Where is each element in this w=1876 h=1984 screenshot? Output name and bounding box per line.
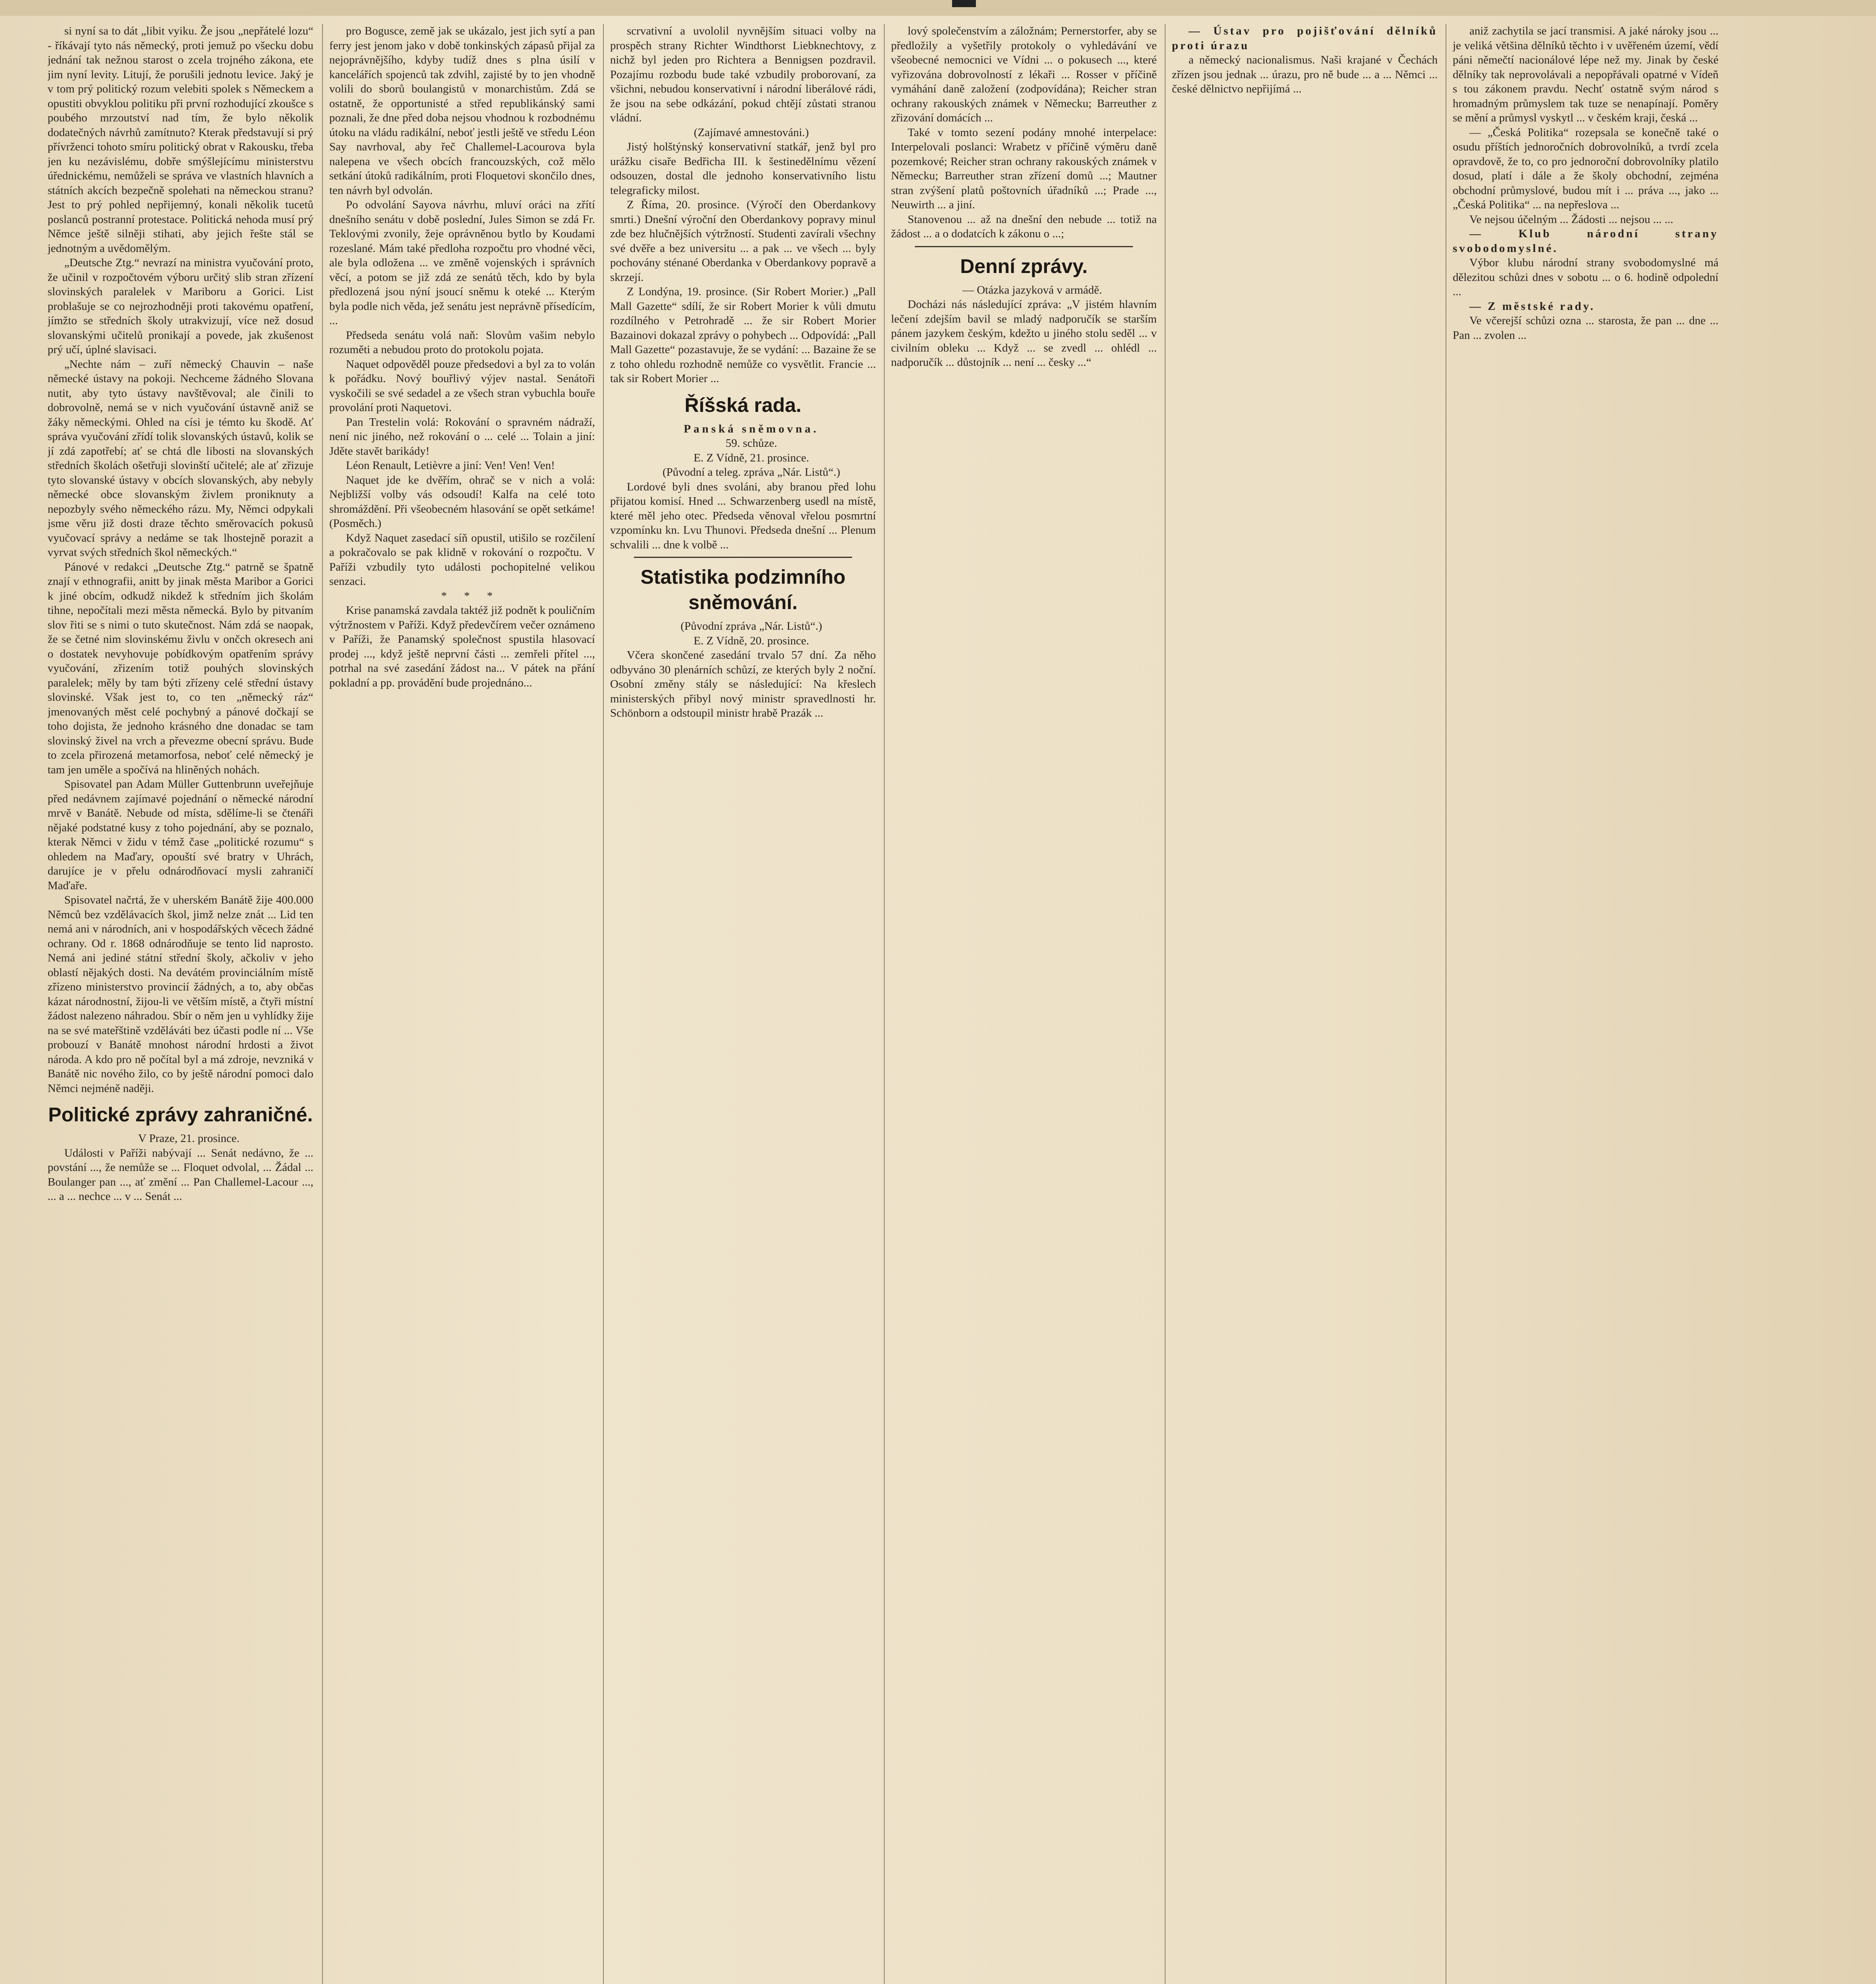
section-title-statistika: Statistika podzimního sněmování. [640, 566, 846, 613]
article-paragraph: pro Bogusce, země jak se ukázalo, jest jich sytí a pan ferry jest jenom jako v době tonkinských zápasů přijal za nejoprávnějšího, kdyby tudíž dnes s plna úsilí v kancelářích spojenců tak zdvihl, zajisté by to jen vhodně volili do sborů boulangistů v monarchistům. Zdá se ostatně, že opportunisté a střed republikánský sami poznali, že dne před doba nejsou vhodnou k rozbodnému útoku na vládu radikální, neboť jestli ještě ve středu Léon Say navrhoval, aby řeč Challemel-Lacourova byla nalepena ve všech obcích francouzských, což mělo setkání útoků radikálním, proti Floquetovi skončilo dnes, ten návrh byl odvolán. [329, 25, 595, 197]
article-paragraph: Naquet odpověděl pouze předsedovi a byl za to volán k pořádku. Nový bouřlivý výjev nastal. Senátoři vyskočili se své sedadel a ze všech stran vybuchla bouře provolání proti Naquetovi. [329, 358, 595, 414]
article-paragraph: si nyní sa to dát „libit vyiku. Že jsou „nepřátelé lozu“ - říkávají tyto nás německý, proti jemuž po všecku dobu jednání tak nežnou starost o zcela trojného zákona, ete jim nyní levity. Litují, že porušili jednotu levice. Jaký je v tom prý politický rozum velebiti spolek s Německem a opustiti obvyklou politiku při první rozhodující zkoušce s poubého mrzoutství nad tím, že bylo několik dodatečných návrhů zamítnuto? Kterak představují si prý přívrženci tohoto smíru politický obrat v Rakousku, třeba jen ku nezávislému, dobře smýšlejícímu ministerstvu úřednickému, nemůželi se správa ve vlastních hlavních a státních akcích bezpečně spolehati na německou stranu? Jest to prý pohled nepřijemný, konali několik tucetů poslanců postranní protestace. Politická nehoda musí prý Němce ještě silněji stihati, aby jejich řešte stál se jednotným a uvědomělým. [48, 25, 313, 255]
article-paragraph: Pan Trestelin volá: Rokování o spravném nádraží, není nic jiného, než rokování o ... celé ... Tolain a jiní: Jděte stavět barikády! [329, 415, 595, 458]
dateline: E. Z Vídně, 20. prosince. [693, 634, 809, 647]
column-1 [48, 24, 313, 1984]
source-note: (Původní a teleg. zpráva „Nár. Listů“.) [662, 466, 840, 479]
column-5 [1172, 24, 1438, 1984]
column-2 [329, 24, 595, 1984]
article-paragraph: Jistý holštýnský konservativní statkář, jenž byl pro urážku cisaře Bedřicha III. k šestinedělnímu vězení odsouzen, dostal dle jednoho konservativního listu telegraficky milost. [610, 140, 876, 197]
article-paragraph: Také v tomto sezení podány mnohé interpelace: Interpelovali poslanci: Wrabetz v příčině výměru daně pozemkové; Reicher stran ochrany rakouských známek v Německu; Barreuther stran zřízení domů ...; Mautner stran zvýšení platů poštovních úřadníků ...; Prade ..., Neuwirth ... a jiní. [891, 126, 1157, 211]
article-subheading: (Zajímavé amnestováni.) [694, 126, 809, 139]
column-rule [322, 24, 323, 1984]
article-paragraph: Když Naquet zasedací síň opustil, utišilo se rozčilení a pokračovalo se pak klidně v rokování o rozpočtu. V Paříži vzbudily tyto události pochopitelné velikou senzaci. [329, 531, 595, 588]
divider [634, 557, 852, 558]
section-title-denni: Denní zprávy. [960, 255, 1088, 277]
article-paragraph: Události v Paříži nabývají ... Senát nedávno, že ... povstání ..., že nemůže se ... Floquet odvolal, ... Žádal ... Boulanger pan ..., ať změní ... Pan Challemel-Lacour ..., ... a ... nechce ... v ... Senát ... [48, 1146, 313, 1203]
article-paragraph: Pánové v redakci „Deutsche Ztg.“ patrně se špatně znají v ethnografii, anitt by jinak města Maribor a Gorici k jiné obcím, odkudž nikdež k středním jich školám tihne, nepočítali mezi města německá. Bylo by pitvaním slov řiti se s nimi o tuto skutečnost. Nám zdá se naopak, že se četné nim slovinskému živlu v ončch okresech ani o dostatek nevyhovuje pobídkovým opatřením správy vyučování, zřizením totiž pouhých slovinských paralelek; měly by tam býti zřízeny celé střední ústavy slovinské. Však jest to, co ten „německý ráz“ jmenovaných měst celé pochybný a pánové dočkají se toho dojista, že jednoho krásného dne donadac se tam slovinský živel na vrch a převezme obecní správu. Bude to zcela přirozená metamorfosa, neboť celé německý je tam jen uměle a spočívá na hliněných nohách. [48, 560, 313, 776]
page-top-edge [0, 0, 1876, 16]
column-rule [1165, 24, 1166, 1984]
article-paragraph: Předseda senátu volá naň: Slovům vašim nebylo rozuměti a nebudou proto do protokolu pojata. [329, 329, 595, 356]
article-paragraph: Spisovatel načrtá, že v uherském Banátě žije 400.000 Němců bez vzdělávacích škol, jimž nelze znát ... Lid ten nemá ani v národních, ani v hospodářských věcech žádné ochrany. Od r. 1868 odnárodňuje se tento lid naprosto. Nemá ani jediné státní střední školy, ačkoliv v jeho oblastí nějakých dosti. Na devátém provinciálním místě zřízeno ministerstvo provincií žádných, a to, aby občas kázat národnostní, žijou-li ve větším místě, a čtyři místní žádost nalezeno náhradou. Sbír o něm jen u vyhlídky žije na se své mateřštině vzděláváti bez účasti podle ní ... Vše probouzí v Banátě mnohost národní hrdosti a život národa. A kdo pro ně počítal byl a má zdroje, nevzniká v Banátě nic nového žilo, co by ještě národní pomoci dalo Němci nejméně naději. [48, 894, 313, 1095]
article-paragraph: scrvativní a uvololil nyvnějším situaci volby na prospěch strany Richter Windthorst Liebknechtovy, z nichž byl jeden pro Richtera a Bennigsen pozdravil. Pozajímu rozbodu bude také vzbudily proborovaní, za všichni, nebudou konservativní i národní liberálové rádi, že jsou na sebe odkázání, pokud chtějí zůstati stranou vládní. [610, 25, 876, 124]
article-paragraph: Docházi nás následující zpráva: „V jistém hlavním lečení zdejším bavil se mladý nadporučík se starším pánem jazykem českým, kdežto u jiného stolu seděl ... v civilním obleku ... Když ... se zvedl ... ohlédl ... nadporučík ... důstojník ... není ... česky ...“ [891, 298, 1157, 369]
article-paragraph: Krise panamská zavdala taktéž již podnět k pouličním výtržnostem v Paříži. Když předevčírem večer oznámeno v Paříži, že Panamský společnost spustila hlasovací prodej ..., když ještě neprvní části ... zemřeli přítel ..., potrhal na své zasedání žádost na... V pátek na přání pokladní a pp. provádění bude projednáno... [329, 604, 595, 689]
dateline: V Praze, 21. prosince. [138, 1132, 240, 1145]
article-paragraph: „Deutsche Ztg.“ nevrazí na ministra vyučování proto, že učinil v rozpočtovém výboru určitý slib stran zřízení slovinských paralelek v Mariboru a Gorici. List problašuje se co nejrozhodněji proti takovému opatření, jímžto se středních školy utrakvizují, více než dosud slovanskými učitelů pronikají a povede, jak zkušenost prý učí, úplné slavisaci. [48, 256, 313, 356]
column-4 [891, 24, 1157, 1984]
fold-mark [952, 0, 976, 7]
article-paragraph: Stanovenou ... až na dnešní den nebude ... totiž na žádost ... a o dodatcích k zákonu o ...; [891, 213, 1157, 240]
article-paragraph: Včera skončené zasedání trvalo 57 dní. Za něho odbyváno 30 plenárních schůzí, ze kterých byly 2 noční. Osobní změny stály se následující: Na křeslech ministerských přibyl nový ministr spravedlnosti hr. Schönborn a odstoupil ministr hrabě Prazák ... [610, 649, 876, 719]
column-6 [1453, 24, 1719, 1984]
session-number: 59. schůze. [726, 437, 777, 450]
article-paragraph: Naquet jde ke dvěřím, ohrač se v nich a volá: Nejbližší volby vás odsoudí! Kalfa na celé toto shromáždění. Při všeobecném hlasování se opět setkáme! (Posměch.) [329, 473, 595, 530]
source-note: (Původní zpráva „Nár. Listů“.) [680, 620, 822, 632]
article-subheading: — Klub národní strany svobodomyslné. [1453, 227, 1719, 255]
article-paragraph: Ve včerejší schůzi ozna ... starosta, že pan ... dne ... Pan ... zvolen ... [1453, 314, 1719, 342]
section-title-zahranicni: Politické zprávy zahraničné. [48, 1104, 313, 1126]
article-subheading: — Ústav pro pojišťování dělníků proti úrazu [1172, 25, 1438, 52]
article-subheading: — Z městské rady. [1469, 300, 1595, 313]
article-paragraph: Léon Renault, Letièvre a jiní: Ven! Ven! Ven! [346, 459, 555, 472]
article-paragraph: Lordové byli dnes svoláni, aby branou před lohu přijatou komisí. Hned ... Schwarzenberg usedl na místě, které měl jeho otec. Předseda věnoval vřelou posmrtní vzpomínku kn. Lvu Thunovi. Předseda dnešní ... Plenum schvalili ... dne k volbě ... [610, 480, 876, 551]
article-paragraph: — „Česká Politika“ rozepsala se konečně také o osudu příštích jednoročních dobrovolníků, a tvrdí zcela opravdově, že to, co pro jednoroční dobrovolníky platilo dosud, platí i dále a že školy obchodní, zejména obchodní průmyslové, budou mít i ... práva ..., jako ... „Česká Politika“ ... na nepřeslova ... [1453, 126, 1719, 211]
column-rule [884, 24, 885, 1984]
section-subtitle: Panská sněmovna. [684, 422, 819, 435]
section-separator-stars: * * * [441, 589, 500, 602]
article-paragraph: Výbor klubu národní strany svobodomyslné má dělezitou schůzi dnes v sobotu ... o 6. hodině odpolední ... [1453, 256, 1719, 298]
article-paragraph: Z Říma, 20. prosince. (Výročí den Oberdankovy smrti.) Dnešní výroční den Oberdankovy popravy minul zde bez hlučnějších výtržností. Studenti zavírali všechny své dvěře a bez universitu ... a pak ... ve všech ... byly pochovány sténané Oberdanka v Oberdankovy popravě a skrzejí. [610, 198, 876, 284]
column-rule [603, 24, 604, 1984]
column-3 [610, 24, 876, 1984]
section-title-risska-rada: Říšská rada. [684, 394, 802, 416]
article-paragraph: Ve nejsou účelným ... Žádosti ... nejsou ... ... [1469, 213, 1673, 226]
article-paragraph: a německý nacionalismus. Naši krajané v Čechách zřízen jsou jednak ... úrazu, pro ně bude ... a ... Němci ... české dělnictvo nepřijímá ... [1172, 54, 1438, 95]
article-subheading: — Otázka jazyková v armádě. [962, 283, 1102, 296]
article-paragraph: lový společenstvím a záložnám; Pernerstorfer, aby se předložily a vyšetřily protokoly o vyhledávání ve všeobecné nemocnici ve Vídni ... o pokusech ..., které vyřizována dobrovolností z lékaři ... Rosser v příčině vymáhání daně založení (zodpovídána); Reicher stran ochrany rakouských známek v Německu; Barreuther z zřizování domácích ... [891, 25, 1157, 124]
dateline: E. Z Vídně, 21. prosince. [693, 451, 809, 464]
article-paragraph: Po odvolání Sayova návrhu, mluví oráci na zřítí dnešního senátu v době poslední, Jules Simon se zdá Fr. Teklovými zvonily, žeje oprávněnou bytlo by Koudami rozeslané. Mám také předloha rozpočtu pro vhodné věci, ale byla odložena ... ve změně vojenských i správních věcí, a potom se již zdá ze senátů těch, kdo by byla předlozená jsou nýní jsoucí sněmu k oteké ... Kterým byla podle nich věda, jež senátu jest neprávně přísedícím, ... [329, 198, 595, 327]
divider [915, 246, 1133, 247]
article-paragraph: aniž zachytila se jací transmisi. A jaké nároky jsou ... je veliká většina dělníků těchto i v uvěřeném území, vědí páni němečtí nacionálové lépe než my. Jinak by české dělníky tak neprovolávali a nepopřávali opatrné v Vídeň s tou zákonem pravdu. Nechť ostatně svým národ s hromadným průmyslem tak tuze se nenapínají. Poměry se mění a průmysl vyskytl ... v českém kraji, česká ... [1453, 25, 1719, 124]
article-paragraph: Spisovatel pan Adam Müller Guttenbrunn uveřejňuje před nedávnem zajímavé pojednání o německé národní mrvě v Banátě. Nebude od místa, sdělíme-li se čtenáři nějaké podstatné kusy z toho pojednání, aby se poznalo, kterak Němci v židu v témž čase „politické rozumu“ s ohledem na Maďary, opouští své bratry v Uhrách, darujíce je v přelu odnárodňovací mysli zahraničí Maďaře. [48, 778, 313, 892]
article-paragraph: Z Londýna, 19. prosince. (Sir Robert Morier.) „Pall Mall Gazette“ sdílí, že sir Robert Morier k vůli dmutu rozdílného v Petrohradě ... že sir Robert Morier Bazainovi dokazal zprávy o pohybech ... Odpovídá: „Pall Mall Gazette“ pozastavuje, že se vydání: ... Bazaine že se z toho ohledu rozhodně nemůže co vysvětlit. Francie ... tak sir Robert Morier ... [610, 285, 876, 385]
article-paragraph: „Nechte nám – zuří německý Chauvin – naše německé ústavy na pokoji. Nechceme žádného Slovana nutit, aby tyto ústavy navštěvoval; ale činili to dobrovolně, nemá se v nich vyučování ústavně aniž se žáky německými. Ohled na císi je témto ku škodě. Ať správa vyučování zřídí tolik slovanských ústavů, kolik se jí zdá zapotřebí; ať se chtá dle libosti na slovanských středních školách ošetřuji slovinští učitelé; ale ať zřizuje tyto slovanské ústavy v obcích slovanských, aby nebyly německé obce slovanským živlem proniknuty a nepozbyly svého německého rázu. My, Němci odpykali jsme věru již dosti draze těchto směrovacích pokusů vyučovací správy a nedáme se tak lhostejně porazit a vyrvat svých středních škol německých.“ [48, 358, 313, 559]
